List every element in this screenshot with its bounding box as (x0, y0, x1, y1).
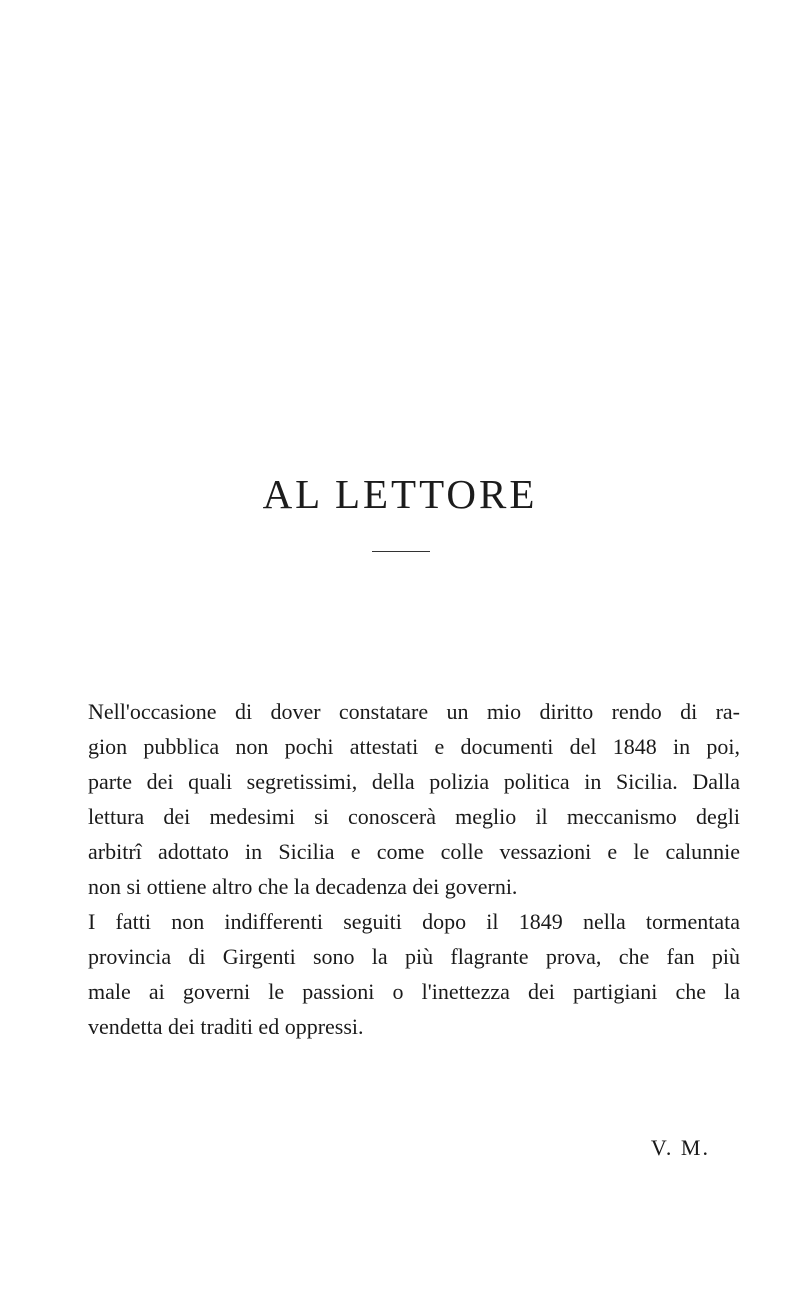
paragraph-2 (88, 904, 740, 1044)
paragraph-2-line-1: I fatti non indifferenti seguiti dopo il 1849 nella tormentata (88, 909, 740, 934)
paragraph-1-line-6: non si ottiene altro che la decadenza dei governi. (88, 874, 518, 899)
signature: V. M. (650, 1135, 710, 1160)
paragraph-2-line-3: male ai governi le passioni o l'inettezza dei partigiani che la (88, 979, 740, 1004)
paragraph-2-line-4: vendetta dei traditi ed oppressi. (88, 1014, 364, 1039)
title-divider (372, 551, 430, 552)
paragraph-1-line-1: Nell'occasione di dover constatare un mio diritto rendo di ra- (88, 699, 740, 724)
page-title: AL LETTORE (262, 471, 538, 517)
paragraph-2-line-2: provincia di Girgenti sono la più flagrante prova, che fan più (88, 944, 740, 969)
paragraph-1-line-5: arbitrî adottato in Sicilia e come colle vessazioni e le calunnie (88, 839, 740, 864)
paragraph-1 (88, 694, 740, 904)
body-text (88, 694, 740, 1044)
paragraph-1-line-2: gion pubblica non pochi attestati e documenti del 1848 in poi, (88, 734, 740, 759)
paragraph-1-line-3: parte dei quali segretissimi, della polizia politica in Sicilia. Dalla (88, 769, 740, 794)
paragraph-1-line-4: lettura dei medesimi si conoscerà meglio il meccanismo degli (88, 804, 740, 829)
